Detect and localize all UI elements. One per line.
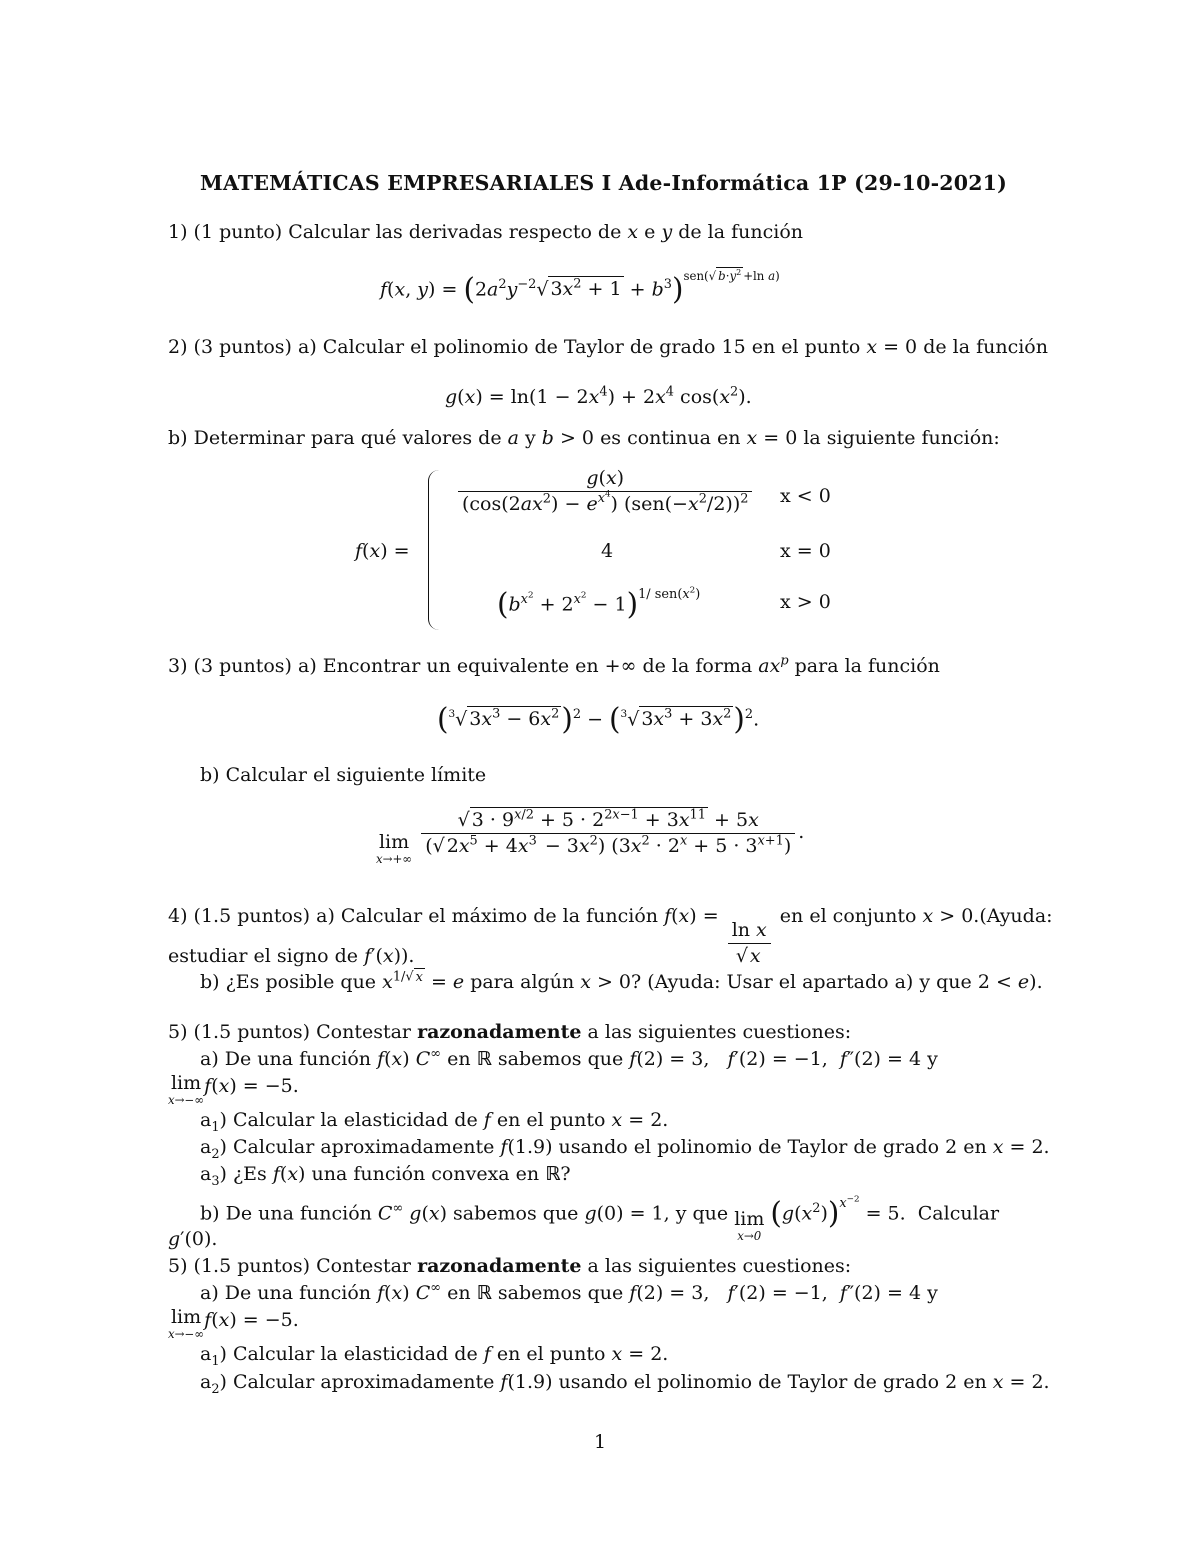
q3a-formula: ($^3$√ $3x^3 - 6x^2)^2 - (^3√$ $3x^3 + 3x^2)^2$. (437, 702, 760, 736)
q3b-limit-formula: lim x→+∞ $\frac{√ 3 \cdot 9^{x/2} + 5 \cdot 2^{2x-1} + 3x^{11} + 5x}{(√ 2x^5 + 4x^3 - 3x^2) (3x^2 \cdot 2^x + 5 \cdot 3^{x+1})}$ . (376, 807, 805, 867)
q2b-case3-condition: x > 0 (780, 591, 831, 613)
q5a2-1: $a_2$) Calcular aproximadamente f(1.9) usando el polinomio de Taylor de grado 2 en x = 2. (200, 1136, 1050, 1162)
q3a-statement: 3) (3 puntos) a) Encontrar un equivalente en +∞ de la forma $ax^p$ para la función (168, 653, 940, 677)
q2a-statement: 2) (3 puntos) a) Calcular el polinomio de Taylor de grado 15 en el punto x = 0 de la función (168, 336, 1048, 358)
q4a-statement-cont: estudiar el signo de f′(x)). (168, 945, 415, 967)
q3b-statement: b) Calcular el siguiente límite (200, 764, 487, 786)
q5b-statement-1: b) De una función C∞ g(x) sabemos que g(0) = 1, y que lim x→0 $(g(x^2))^{x^{-2}} = 5$. Calcular (200, 1194, 1000, 1244)
q5a1-1: $a_1$) Calcular la elasticidad de f en el punto x = 2. (200, 1109, 669, 1135)
q2b-case2-value: 4 (601, 540, 614, 562)
q5a-limit-2: lim x→−∞ f(x) = −5. (168, 1306, 299, 1341)
q5a-statement-1: a) De una función f(x) C∞ en ℝ sabemos que f(2) = 3, f′(2) = −1, f″(2) = 4 y (200, 1046, 938, 1070)
q5-heading-1: 5) (1.5 puntos) Contestar razonadamente a las siguientes cuestiones: (168, 1021, 852, 1043)
page-number: 1 (593, 1431, 607, 1453)
q5-heading-2: 5) (1.5 puntos) Contestar razonadamente a las siguientes cuestiones: (168, 1255, 852, 1277)
q1-formula: f(x, $y) = (2a^2y^{-2}√$ $3x^2 + 1 + b^3)^{sen(√ b\cdot y^2 +ln a)}$ (380, 268, 780, 306)
q5a2-2: $a_2$) Calcular aproximadamente f(1.9) usando el polinomio de Taylor de grado 2 en x = 2. (200, 1371, 1050, 1397)
q2b-f-label: f(x) = (355, 540, 410, 562)
q5a1-2: $a_1$) Calcular la elasticidad de f en el punto x = 2. (200, 1343, 669, 1369)
q4b-statement: b) ¿Es posible que $x^{1/√ x} = e$ para algún x > 0? (Ayuda: Usar el apartado a) y que 2 < e). (200, 969, 1043, 993)
q2b-case1-condition: x < 0 (780, 485, 831, 507)
q2b-case3-expression: $(b^{x^2} + 2^{x^2} - 1)^{1/ sen(x^2)}$ (497, 585, 701, 621)
q5a-limit-1: lim x→−∞ f(x) = −5. (168, 1072, 299, 1107)
q2b-case2-condition: x = 0 (780, 540, 831, 562)
q2b-case1-expression: $\frac{g(x)}{(\cos(2ax^2) - e^{x^4}) (sen(-x^2/2))^2}$ (455, 466, 755, 516)
q5a3-1: $a_3$) ¿Es f(x) una función convexa en ℝ? (200, 1163, 571, 1189)
q1-statement: 1) (1 punto) Calcular las derivadas respecto de x e y de la función (168, 221, 804, 243)
q5b-statement-cont-1: g′(0). (168, 1228, 218, 1250)
q5a-statement-2: a) De una función f(x) C∞ en ℝ sabemos que f(2) = 3, f′(2) = −1, f″(2) = 4 y (200, 1280, 938, 1304)
q4a-statement: 4) (1.5 puntos) a) Calcular el máximo de la función f(x) = $\frac{\text{ln x}}{√ x}$ en el conjunto x > 0.(Ayuda: (168, 905, 1053, 967)
left-brace (428, 470, 439, 630)
exam-title: MATEMÁTICAS EMPRESARIALES I Ade-Informática 1P (29-10-2021) (200, 171, 1008, 195)
q2a-formula: $g(x) = \ln(1 - 2x^4) + 2x^4$ $\cos(x^2)$. (445, 384, 752, 408)
q2b-statement: b) Determinar para qué valores de a y b > 0 es continua en x = 0 la siguiente función: (168, 427, 1000, 449)
